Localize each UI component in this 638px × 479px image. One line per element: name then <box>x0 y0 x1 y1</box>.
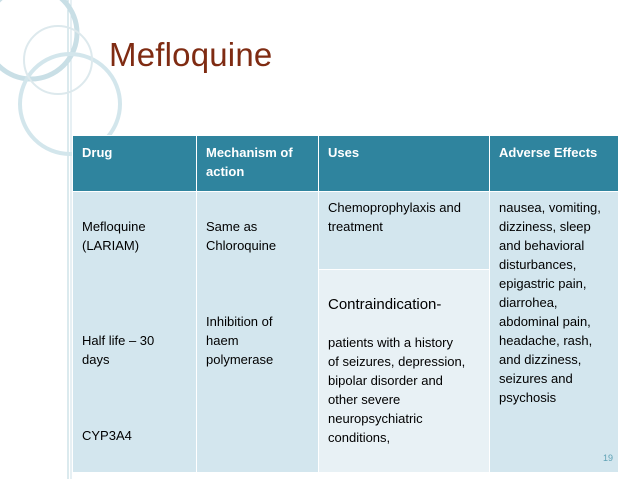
table-row <box>73 192 619 270</box>
drug-enzyme: CYP3A4 <box>82 428 132 443</box>
contraindication-text: patients with a history of seizures, depression, bipolar disorder and other severe neuropsychiatric conditions, <box>328 335 466 445</box>
uses-cell: Chemoprophylaxis and treatment <box>319 192 490 270</box>
mechanism-cell <box>197 192 319 473</box>
table-header-row <box>73 136 619 192</box>
adverse-effects-cell: nausea, vomiting, dizziness, sleep and behavioral disturbances, epigastric pain, diarrohea, abdominal pain, headache, rash, and dizziness, seizures and psychosis <box>490 192 619 473</box>
mechanism-line-1: Same as Chloroquine <box>206 219 277 253</box>
header-drug: Drug <box>73 136 197 192</box>
page-number: 19 <box>603 453 614 463</box>
mechanism-line-2: Inhibition of haem polymerase <box>206 314 274 367</box>
slide-title: Mefloquine <box>109 36 273 73</box>
header-uses: Uses <box>319 136 490 192</box>
header-adverse-effects: Adverse Effects <box>490 136 619 192</box>
drug-table <box>72 135 619 473</box>
header-mechanism: Mechanism of action <box>197 136 319 192</box>
drug-cell <box>73 192 197 473</box>
contraindication-cell <box>319 270 490 473</box>
contraindication-heading: Contraindication- <box>328 296 442 313</box>
drug-half-life: Half life – 30 days <box>82 333 155 367</box>
drug-name: Mefloquine (LARIAM) <box>82 219 146 253</box>
